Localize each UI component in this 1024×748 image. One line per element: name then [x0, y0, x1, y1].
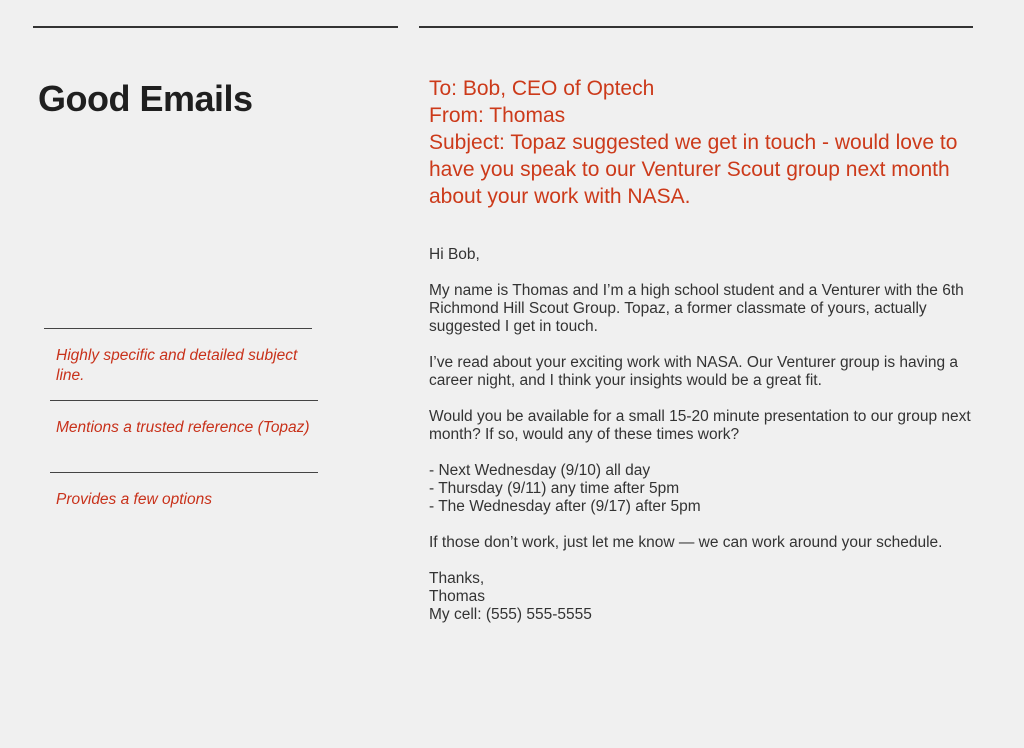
email-paragraph-context: I’ve read about your exciting work with NASA. Our Venturer group is having a career night, and I think your insights would be a great fit.	[429, 354, 958, 389]
annotation-subject-line: Highly specific and detailed subject line.	[56, 347, 298, 384]
email-signoff-phone: My cell: (555) 555-5555	[429, 606, 592, 623]
annotation-trusted-reference: Mentions a trusted reference (Topaz)	[56, 419, 310, 436]
top-rule-right	[419, 26, 973, 28]
email-paragraph-intro: My name is Thomas and I’m a high school student and a Venturer with the 6th Richmond Hill Scout Group. Topaz, a former classmate of yours, actually suggested I get in touch.	[429, 282, 964, 335]
email-header	[429, 75, 969, 210]
email-paragraph-flexibility: If those don’t work, just let me know — we can work around your schedule.	[429, 534, 943, 551]
email-subject: Subject: Topaz suggested we get in touch - would love to have you speak to our Venturer Scout group next month about your work with NASA.	[429, 131, 958, 208]
email-greeting: Hi Bob,	[429, 246, 480, 263]
annotation-divider	[50, 400, 318, 401]
email-option-item: - The Wednesday after (9/17) after 5pm	[429, 498, 701, 515]
email-to: To: Bob, CEO of Optech	[429, 77, 655, 100]
email-signoff-line: Thanks,	[429, 570, 485, 587]
email-options-list	[429, 462, 989, 516]
email-from: From: Thomas	[429, 104, 566, 127]
top-rule-left	[33, 26, 398, 28]
email-option-item: - Thursday (9/11) any time after 5pm	[429, 480, 680, 497]
annotation-divider	[50, 472, 318, 473]
email-body	[429, 246, 989, 642]
email-paragraph-request: Would you be available for a small 15-20 minute presentation to our group next month? If so, would any of these times work?	[429, 408, 971, 443]
email-signoff-name: Thomas	[429, 588, 485, 605]
annotation-divider	[44, 328, 312, 329]
annotation-options: Provides a few options	[56, 491, 212, 508]
email-signoff	[429, 570, 989, 624]
email-option-item: - Next Wednesday (9/10) all day	[429, 462, 651, 479]
slide-title: Good Emails	[38, 78, 253, 119]
